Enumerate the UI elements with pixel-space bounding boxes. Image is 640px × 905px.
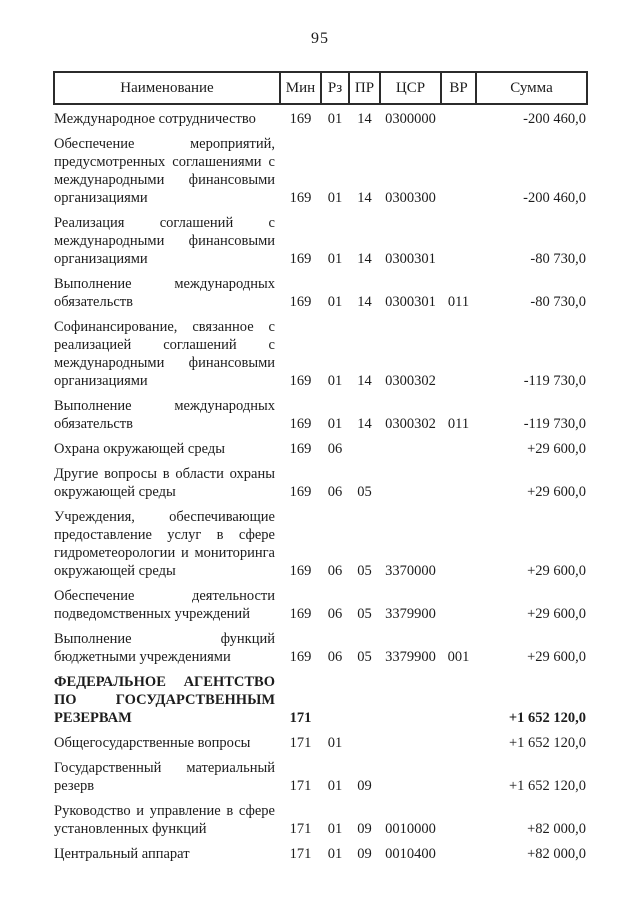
row-sum-cell: -119 730,0 xyxy=(523,416,586,432)
row-vr-cell xyxy=(441,838,476,863)
row-pr-cell xyxy=(349,433,380,458)
row-min-cell: 169 xyxy=(289,111,312,127)
row-pr-cell: 14 xyxy=(357,416,372,432)
row-vr-cell xyxy=(441,207,476,268)
table-row xyxy=(54,727,587,752)
row-min-cell: 169 xyxy=(289,373,312,389)
row-pr-cell: 05 xyxy=(357,563,372,579)
row-vr-cell xyxy=(441,458,476,501)
row-pr-cell xyxy=(349,727,380,752)
row-rz-cell: 01 xyxy=(327,821,343,837)
row-rz-cell: 01 xyxy=(327,416,343,432)
row-name-cell: Охрана окружающей среды xyxy=(54,441,225,457)
row-min-cell: 169 xyxy=(289,441,312,457)
row-sum-cell: +82 000,0 xyxy=(527,846,586,862)
table-row xyxy=(54,268,587,311)
header-name: Наименование xyxy=(54,72,280,104)
row-name-cell: Государственный материальный резерв xyxy=(54,760,275,794)
row-rz-cell: 01 xyxy=(327,251,343,267)
row-sum-cell: +82 000,0 xyxy=(527,821,586,837)
row-csr-cell xyxy=(380,433,441,458)
row-name-cell: Международное сотрудничество xyxy=(54,111,256,127)
row-min-cell: 171 xyxy=(289,735,312,751)
table-row xyxy=(54,666,587,727)
row-csr-cell: 0300302 xyxy=(385,373,436,389)
row-sum-cell: -200 460,0 xyxy=(523,190,586,206)
row-sum-cell: +29 600,0 xyxy=(527,563,586,579)
row-pr-cell: 14 xyxy=(357,111,372,127)
row-min-cell: 171 xyxy=(289,821,312,837)
row-pr-cell xyxy=(349,666,380,727)
row-pr-cell: 14 xyxy=(357,373,372,389)
row-csr-cell: 3379900 xyxy=(385,606,436,622)
header-sum: Сумма xyxy=(476,72,587,104)
row-sum-cell: +29 600,0 xyxy=(527,441,586,457)
row-name-cell: Руководство и управление в сфере установленных функций xyxy=(54,803,275,837)
row-vr-cell xyxy=(441,104,476,128)
row-min-cell: 169 xyxy=(289,190,312,206)
row-rz-cell: 01 xyxy=(327,373,343,389)
row-pr-cell: 05 xyxy=(357,606,372,622)
row-min-cell: 169 xyxy=(289,416,312,432)
row-vr-cell xyxy=(441,311,476,390)
row-rz-cell: 06 xyxy=(327,563,343,579)
table-body xyxy=(54,104,587,863)
budget-table xyxy=(53,71,588,863)
row-vr-cell xyxy=(441,501,476,580)
row-name-cell: Другие вопросы в области охраны окружающей среды xyxy=(54,466,275,500)
row-name-cell: Учреждения, обеспечивающие предоставление услуг в сфере гидрометеорологии и мониторинга окружающей среды xyxy=(54,509,275,579)
row-name-cell: Выполнение международных обязательств xyxy=(54,398,275,432)
page-number: 95 xyxy=(311,30,329,47)
row-min-cell: 169 xyxy=(289,563,312,579)
row-name-cell: Центральный аппарат xyxy=(54,846,190,862)
row-vr-cell xyxy=(441,752,476,795)
row-min-cell: 171 xyxy=(289,778,312,794)
row-sum-cell: +1 652 120,0 xyxy=(508,778,586,794)
row-rz-cell: 01 xyxy=(327,778,343,794)
table-row xyxy=(54,623,587,666)
row-min-cell: 169 xyxy=(289,649,312,665)
row-csr-cell: 3370000 xyxy=(385,563,436,579)
table-row xyxy=(54,838,587,863)
row-vr-cell xyxy=(441,128,476,207)
row-rz-cell: 01 xyxy=(327,190,343,206)
row-csr-cell xyxy=(380,666,441,727)
row-csr-cell: 0300301 xyxy=(385,294,436,310)
row-name-cell: Обеспечение деятельности подведомственных учреждений xyxy=(54,588,275,622)
row-rz-cell: 06 xyxy=(327,606,343,622)
row-pr-cell: 09 xyxy=(357,778,372,794)
row-pr-cell: 05 xyxy=(357,484,372,500)
row-csr-cell: 0300302 xyxy=(385,416,436,432)
header-min: Мин xyxy=(280,72,321,104)
row-min-cell: 171 xyxy=(289,710,312,726)
row-sum-cell: -200 460,0 xyxy=(523,111,586,127)
row-csr-cell: 0300000 xyxy=(385,111,436,127)
row-sum-cell: -80 730,0 xyxy=(530,251,586,267)
table-row xyxy=(54,501,587,580)
table-row xyxy=(54,795,587,838)
row-rz-cell: 01 xyxy=(327,846,343,862)
table-row xyxy=(54,433,587,458)
row-min-cell: 169 xyxy=(289,294,312,310)
header-vr: ВР xyxy=(441,72,476,104)
row-sum-cell: +29 600,0 xyxy=(527,606,586,622)
header-rz: Рз xyxy=(321,72,349,104)
row-csr-cell: 0010000 xyxy=(385,821,436,837)
table-row xyxy=(54,104,587,128)
row-rz-cell: 06 xyxy=(327,441,343,457)
row-csr-cell xyxy=(380,752,441,795)
row-csr-cell: 0300301 xyxy=(385,251,436,267)
row-name-cell: Выполнение международных обязательств xyxy=(54,276,275,310)
row-sum-cell: +1 652 120,0 xyxy=(508,735,586,751)
row-name-cell: Общегосударственные вопросы xyxy=(54,735,251,751)
table-row xyxy=(54,752,587,795)
row-vr-cell xyxy=(441,433,476,458)
row-csr-cell xyxy=(380,727,441,752)
row-pr-cell: 09 xyxy=(357,821,372,837)
row-sum-cell: +29 600,0 xyxy=(527,484,586,500)
row-vr-cell xyxy=(441,580,476,623)
row-name-cell: Обеспечение мероприятий, предусмотренных соглашениями с международными финансовыми организациями xyxy=(54,136,275,206)
row-pr-cell: 14 xyxy=(357,294,372,310)
table-row xyxy=(54,580,587,623)
row-csr-cell: 0010400 xyxy=(385,846,436,862)
row-rz-cell: 06 xyxy=(327,484,343,500)
row-name-cell: Выполнение функций бюджетными учреждениями xyxy=(54,631,275,665)
row-rz-cell: 06 xyxy=(327,649,343,665)
row-vr-cell xyxy=(441,795,476,838)
row-sum-cell: -80 730,0 xyxy=(530,294,586,310)
row-vr-cell: 011 xyxy=(447,416,470,432)
row-pr-cell: 14 xyxy=(357,251,372,267)
row-rz-cell: 01 xyxy=(327,111,343,127)
row-vr-cell: 011 xyxy=(447,294,470,310)
row-pr-cell: 05 xyxy=(357,649,372,665)
header-csr: ЦСР xyxy=(380,72,441,104)
row-vr-cell xyxy=(441,727,476,752)
row-rz-cell: 01 xyxy=(327,294,343,310)
row-csr-cell: 0300300 xyxy=(385,190,436,206)
header-pr: ПР xyxy=(349,72,380,104)
table-header xyxy=(54,72,587,104)
row-min-cell: 171 xyxy=(289,846,312,862)
row-vr-cell xyxy=(441,666,476,727)
row-vr-cell: 001 xyxy=(447,649,470,665)
row-name-cell: Реализация соглашений с международными финансовыми организациями xyxy=(54,215,275,267)
row-pr-cell: 14 xyxy=(357,190,372,206)
row-csr-cell xyxy=(380,458,441,501)
row-min-cell: 169 xyxy=(289,484,312,500)
row-sum-cell: -119 730,0 xyxy=(523,373,586,389)
row-min-cell: 169 xyxy=(289,251,312,267)
row-pr-cell: 09 xyxy=(357,846,372,862)
table-row xyxy=(54,207,587,268)
row-rz-cell xyxy=(321,666,349,727)
row-csr-cell: 3379900 xyxy=(385,649,436,665)
table-row xyxy=(54,458,587,501)
row-min-cell: 169 xyxy=(289,606,312,622)
row-sum-cell: +1 652 120,0 xyxy=(508,710,586,726)
row-rz-cell: 01 xyxy=(327,735,343,751)
table-row xyxy=(54,128,587,207)
row-sum-cell: +29 600,0 xyxy=(527,649,586,665)
table-row xyxy=(54,311,587,390)
table-row xyxy=(54,390,587,433)
table-header-row xyxy=(54,72,587,104)
row-name-cell: ФЕДЕРАЛЬНОЕ АГЕНТСТВО ПО ГОСУДАРСТВЕННЫМ РЕЗЕРВАМ xyxy=(54,674,275,726)
row-name-cell: Софинансирование, связанное с реализацией соглашений с международными финансовыми организациями xyxy=(54,319,275,389)
